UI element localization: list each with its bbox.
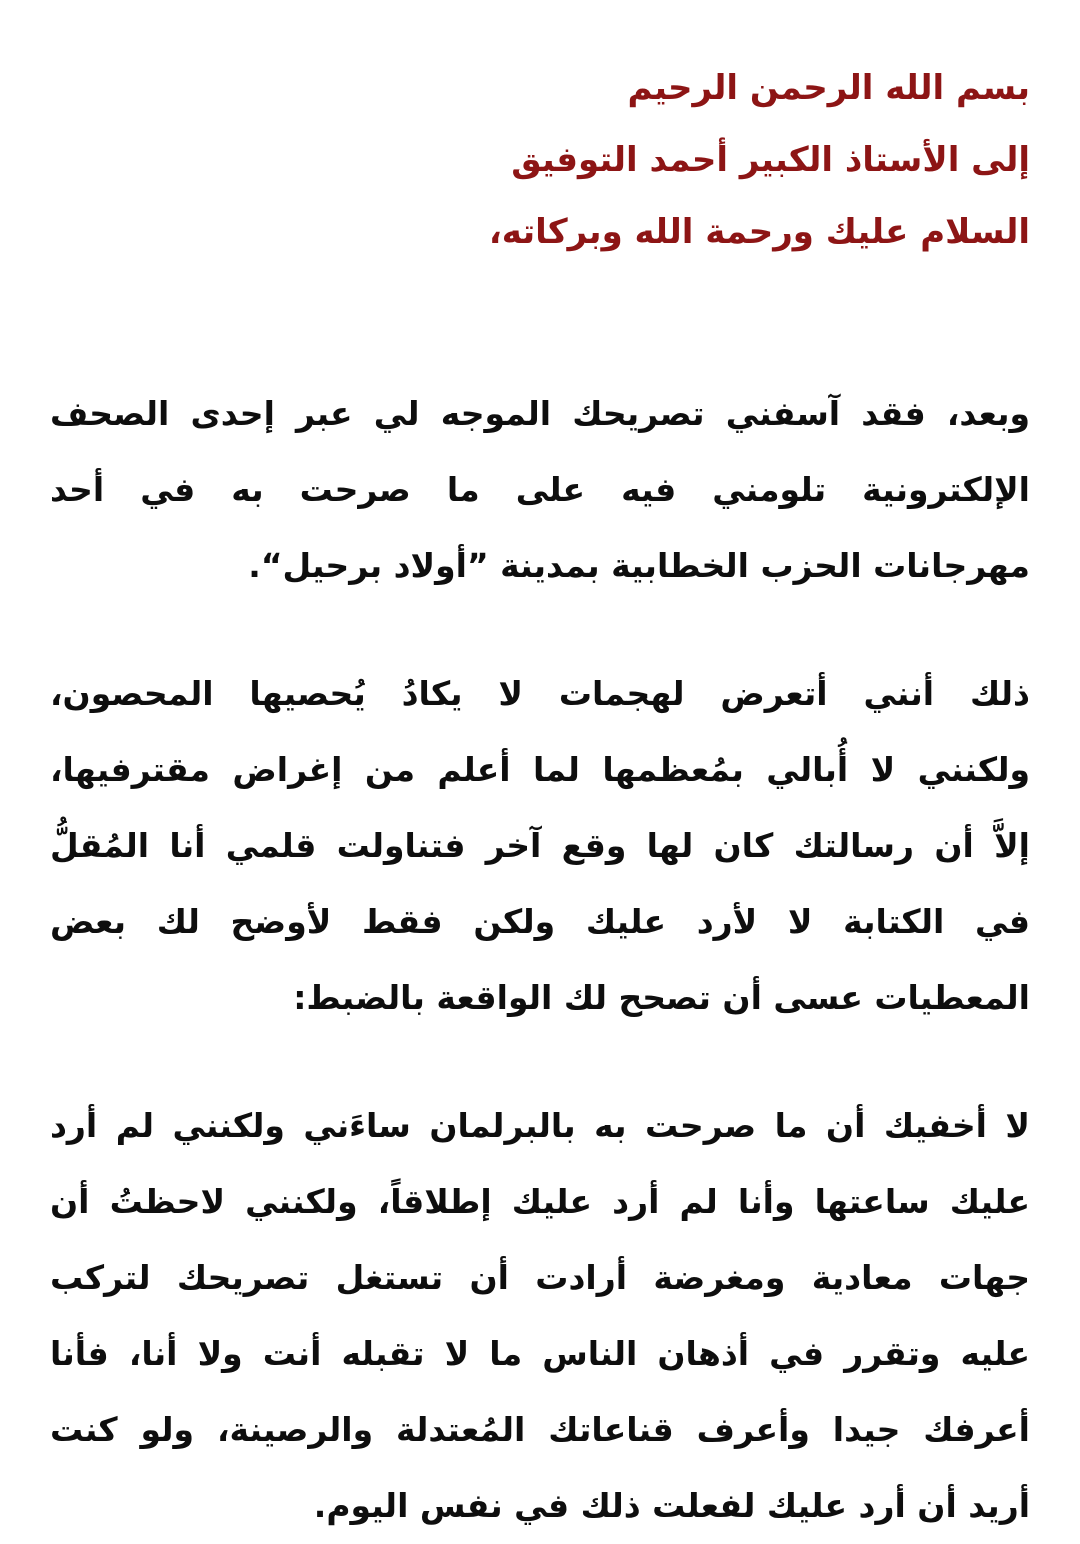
- paragraph-line: المعطيات عسى أن تصحح لك الواقعة بالضبط:: [293, 978, 1030, 1017]
- greeting-line: السلام عليك ورحمة الله وبركاته،: [488, 212, 1030, 252]
- basmala: بسم الله الرحمن الرحيم: [627, 68, 1030, 108]
- paragraph-line: لا أخفيك أن ما صرحت به بالبرلمان ساءَني ولكنني لم أرد: [50, 1106, 1030, 1145]
- paragraph-line: ذلك أنني أتعرض لهجمات لا يكادُ يُحصيها المحصون،: [50, 674, 1030, 713]
- recipient-line: إلى الأستاذ الكبير أحمد التوفيق: [511, 140, 1030, 180]
- paragraph-line: مهرجانات الحزب الخطابية بمدينة ”أولاد برحيل“.: [248, 546, 1030, 585]
- body-paragraph: [50, 1088, 1030, 1544]
- paragraph-line: جهات معادية ومغرضة أرادت أن تستغل تصريحك لتركب: [50, 1258, 1030, 1297]
- paragraph-line: وبعد، فقد آسفني تصريحك الموجه لي عبر إحدى الصحف: [50, 394, 1030, 433]
- paragraph-line: في الكتابة لا لأرد عليك ولكن فقط لأوضح لك بعض: [50, 902, 1030, 941]
- letter-header: [50, 52, 1030, 268]
- paragraph-line: أريد أن أرد عليك لفعلت ذلك في نفس اليوم.: [313, 1486, 1030, 1525]
- body-paragraph: [50, 656, 1030, 1036]
- paragraph-line: عليك ساعتها وأنا لم أرد عليك إطلاقاً، ولكنني لاحظتُ أن: [50, 1182, 1030, 1221]
- paragraph-line: ولكنني لا أُبالي بمُعظمها لما أعلم من إغراض مقترفيها،: [50, 750, 1030, 789]
- paragraph-line: إلاَّ أن رسالتك كان لها وقع آخر فتناولت قلمي أنا المُقلُّ: [50, 826, 1030, 865]
- paragraph-line: الإلكترونية تلومني فيه على ما صرحت به في أحد: [50, 470, 1030, 509]
- paragraph-line: أعرفك جيدا وأعرف قناعاتك المُعتدلة والرصينة، ولو كنت: [50, 1410, 1030, 1449]
- paragraph-line: عليه وتقرر في أذهان الناس ما لا تقبله أنت ولا أنا، فأنا: [50, 1334, 1030, 1373]
- body-paragraph: [50, 376, 1030, 604]
